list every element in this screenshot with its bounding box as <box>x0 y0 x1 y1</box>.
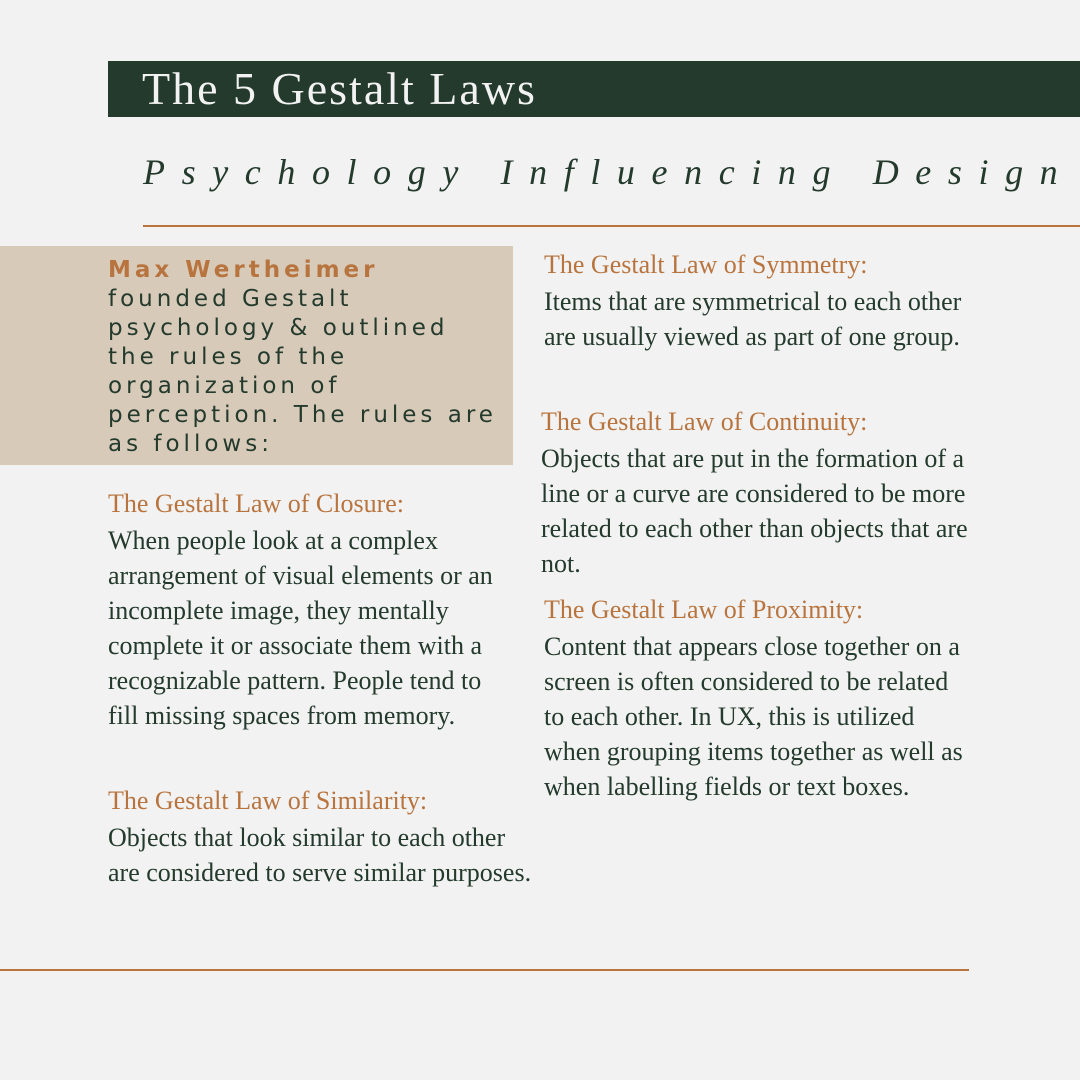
top-divider <box>143 225 1080 227</box>
law-symmetry-section <box>544 250 964 354</box>
law-symmetry-heading: The Gestalt Law of Symmetry: <box>544 250 868 279</box>
law-continuity-body: Objects that are put in the formation of a line or a curve are considered to be more related to each other than objects that are not. <box>541 444 968 578</box>
law-closure-heading: The Gestalt Law of Closure: <box>108 489 405 518</box>
law-continuity-heading: The Gestalt Law of Continuity: <box>541 407 868 436</box>
law-symmetry-body: Items that are symmetrical to each other are usually viewed as part of one group. <box>544 287 962 351</box>
law-closure-section <box>108 489 508 733</box>
law-similarity-body: Objects that look similar to each other are considered to serve similar purposes. <box>108 823 532 887</box>
page-title: The 5 Gestalt Laws <box>142 63 537 114</box>
law-similarity-heading: The Gestalt Law of Similarity: <box>108 786 428 815</box>
page-subtitle: Psychology Influencing Design <box>143 152 1075 192</box>
intro-text <box>108 256 508 459</box>
intro-description: founded Gestalt psychology & outlined the rules of the organization of perception. The rules are as follows: <box>108 286 497 457</box>
intro-name: Max Wertheimer <box>108 257 379 283</box>
law-closure-body: When people look at a complex arrangement of visual elements or an incomplete image, they mentally complete it or associate them with a recognizable pattern. People tend to fill missing spaces from memory. <box>108 526 493 730</box>
law-similarity-section <box>108 786 533 890</box>
law-proximity-body: Content that appears close together on a screen is often considered to be related to each other. In UX, this is utilized when grouping items together as well as when labelling fields or text boxes. <box>544 632 963 801</box>
title-bar <box>108 61 1080 117</box>
law-continuity-section <box>541 407 981 581</box>
law-proximity-section <box>544 595 974 804</box>
bottom-divider <box>0 969 969 971</box>
law-proximity-heading: The Gestalt Law of Proximity: <box>544 595 864 624</box>
intro-box <box>0 246 513 465</box>
